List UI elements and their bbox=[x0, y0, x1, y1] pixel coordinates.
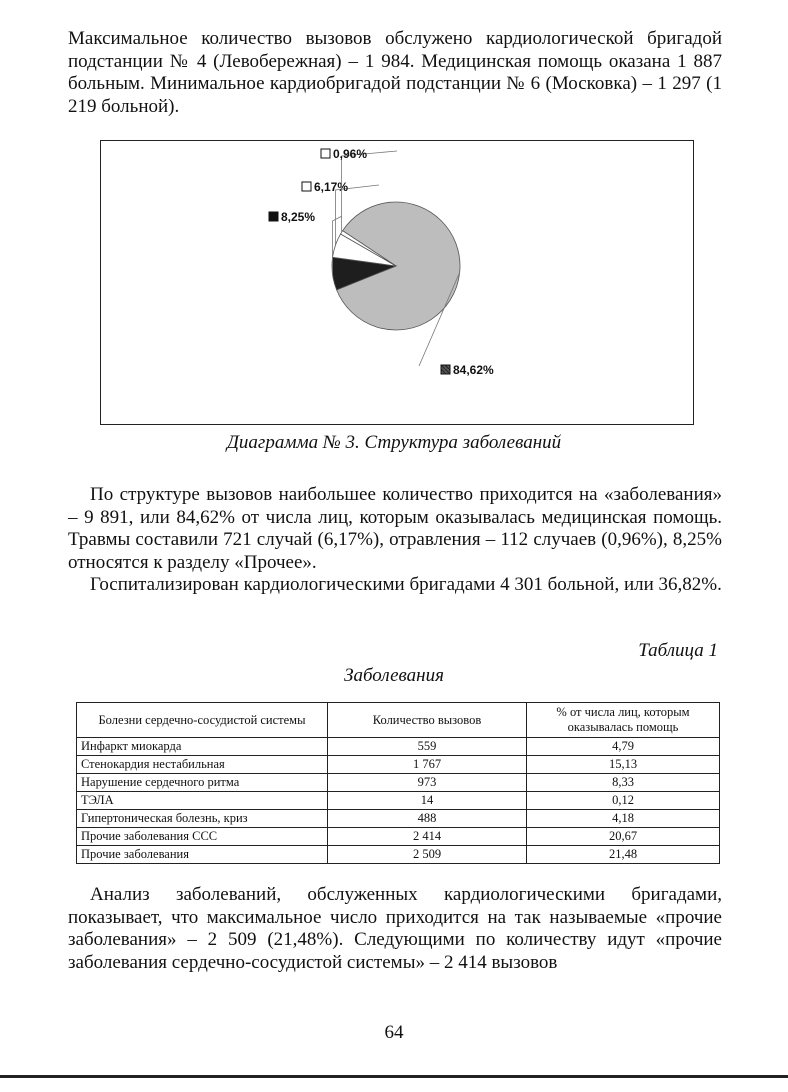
cell-calls: 559 bbox=[328, 738, 527, 756]
paragraph-3: Госпитализирован кардиологическими бригадами 4 301 больной, или 36,82%. bbox=[90, 574, 722, 595]
table-row bbox=[77, 756, 720, 774]
cell-calls: 14 bbox=[328, 792, 527, 810]
cell-disease: ТЭЛА bbox=[77, 792, 328, 810]
table-row bbox=[77, 738, 720, 756]
table-row bbox=[77, 828, 720, 846]
pie-data-label: 84,62% bbox=[453, 363, 494, 377]
legend-square bbox=[321, 149, 330, 158]
cell-disease: Прочие заболевания bbox=[77, 846, 328, 864]
pie-data-label: 6,17% bbox=[314, 180, 349, 194]
legend-square bbox=[441, 365, 450, 374]
cell-calls: 488 bbox=[328, 810, 527, 828]
cell-percent: 20,67 bbox=[527, 828, 720, 846]
cell-disease: Инфаркт миокарда bbox=[77, 738, 328, 756]
cell-disease: Гипертоническая болезнь, криз bbox=[77, 810, 328, 828]
paragraph-4: Анализ заболеваний, обслуженных кардиологическими бригадами, показывает, что максимальное число приходится на так называемые «прочие заболевания» – 2 509 (21,48%). Следующими по количеству идут «прочие заболевания сердечно-сосудистой системы» – 2 414 вызовов bbox=[68, 884, 722, 973]
cell-calls: 1 767 bbox=[328, 756, 527, 774]
bottom-divider bbox=[0, 1075, 788, 1078]
cell-percent: 15,13 bbox=[527, 756, 720, 774]
header-percent: % от числа лиц, которым оказывалась помощь bbox=[527, 703, 720, 738]
header-diseases: Болезни сердечно-сосудистой системы bbox=[77, 703, 328, 738]
table-header-row bbox=[77, 703, 720, 738]
table-row bbox=[77, 846, 720, 864]
cell-disease: Нарушение сердечного ритма bbox=[77, 774, 328, 792]
table-row bbox=[77, 792, 720, 810]
table-row bbox=[77, 774, 720, 792]
paragraph-2: По структуре вызовов наибольшее количество приходится на «заболевания» – 9 891, или 84,62% от числа лиц, которым оказывалась медицинская помощь. Травмы составили 721 случай (6,17%), отравления – 112 случаев (0,96%), 8,25% относятся к разделу «Прочее». bbox=[68, 484, 722, 573]
legend-square bbox=[269, 212, 278, 221]
header-calls: Количество вызовов bbox=[328, 703, 527, 738]
table-title: Заболевания bbox=[344, 665, 444, 686]
cell-percent: 4,18 bbox=[527, 810, 720, 828]
pie-data-label: 8,25% bbox=[281, 210, 316, 224]
pie-chart bbox=[101, 141, 695, 426]
cell-percent: 0,12 bbox=[527, 792, 720, 810]
table-row bbox=[77, 810, 720, 828]
cell-calls: 2 509 bbox=[328, 846, 527, 864]
cell-disease: Прочие заболевания ССС bbox=[77, 828, 328, 846]
paragraph-1: Максимальное количество вызовов обслужено кардиологической бригадой подстанции № 4 (Левобережная) – 1 984. Медицинская помощь оказана 1 887 больным. Минимальное кардиобригадой подстанции № 6 (Московка) – 1 297 (1 219 больной). bbox=[68, 28, 722, 117]
cell-calls: 973 bbox=[328, 774, 527, 792]
page-number: 64 bbox=[384, 1022, 404, 1043]
cell-percent: 4,79 bbox=[527, 738, 720, 756]
cell-calls: 2 414 bbox=[328, 828, 527, 846]
cell-percent: 8,33 bbox=[527, 774, 720, 792]
pie-chart-frame bbox=[100, 140, 694, 425]
diseases-table bbox=[76, 702, 720, 864]
cell-percent: 21,48 bbox=[527, 846, 720, 864]
legend-square bbox=[302, 182, 311, 191]
cell-disease: Стенокардия нестабильная bbox=[77, 756, 328, 774]
table-label: Таблица 1 bbox=[638, 640, 718, 661]
chart-caption: Диаграмма № 3. Структура заболеваний bbox=[226, 432, 562, 453]
pie-data-label: 0,96% bbox=[333, 147, 368, 161]
